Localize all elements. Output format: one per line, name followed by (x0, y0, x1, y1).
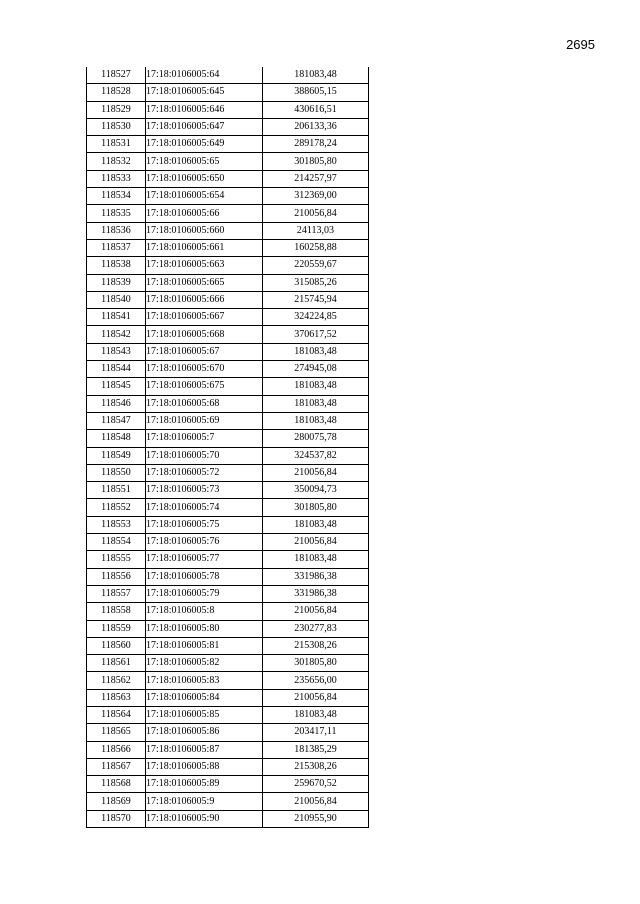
cadastral-value-cell: 259670,52 (263, 776, 369, 793)
table-row (87, 706, 369, 723)
cadastral-value-cell: 215745,94 (263, 291, 369, 308)
row-number-cell: 118565 (87, 724, 146, 741)
table-row (87, 361, 369, 378)
table-row (87, 136, 369, 153)
cadastral-number-cell: 17:18:0106005:75 (146, 516, 263, 533)
cadastral-value-cell: 181083,48 (263, 343, 369, 360)
cadastral-value-cell: 274945,08 (263, 361, 369, 378)
row-number-cell: 118542 (87, 326, 146, 343)
cadastral-number-cell: 17:18:0106005:84 (146, 689, 263, 706)
table-row (87, 84, 369, 101)
cadastral-number-cell: 17:18:0106005:9 (146, 793, 263, 810)
cadastral-number-cell: 17:18:0106005:69 (146, 412, 263, 429)
cadastral-value-cell: 210056,84 (263, 603, 369, 620)
table-row (87, 810, 369, 827)
cadastral-value-cell: 160258,88 (263, 239, 369, 256)
cadastral-value-cell: 181083,48 (263, 67, 369, 84)
table-row (87, 741, 369, 758)
cadastral-number-cell: 17:18:0106005:68 (146, 395, 263, 412)
cadastral-value-cell: 324224,85 (263, 309, 369, 326)
cadastral-value-cell: 181083,48 (263, 395, 369, 412)
row-number-cell: 118532 (87, 153, 146, 170)
row-number-cell: 118550 (87, 464, 146, 481)
cadastral-number-cell: 17:18:0106005:88 (146, 758, 263, 775)
row-number-cell: 118555 (87, 551, 146, 568)
cadastral-number-cell: 17:18:0106005:70 (146, 447, 263, 464)
table-row (87, 776, 369, 793)
cadastral-number-cell: 17:18:0106005:72 (146, 464, 263, 481)
row-number-cell: 118552 (87, 499, 146, 516)
cadastral-number-cell: 17:18:0106005:654 (146, 188, 263, 205)
table-row (87, 637, 369, 654)
row-number-cell: 118556 (87, 568, 146, 585)
cadastral-number-cell: 17:18:0106005:80 (146, 620, 263, 637)
cadastral-value-cell: 301805,80 (263, 655, 369, 672)
table-row (87, 464, 369, 481)
table-row (87, 188, 369, 205)
cadastral-number-cell: 17:18:0106005:7 (146, 430, 263, 447)
table-row (87, 534, 369, 551)
table-row (87, 153, 369, 170)
cadastral-value-cell: 324537,82 (263, 447, 369, 464)
table-row (87, 309, 369, 326)
row-number-cell: 118535 (87, 205, 146, 222)
row-number-cell: 118546 (87, 395, 146, 412)
row-number-cell: 118554 (87, 534, 146, 551)
row-number-cell: 118537 (87, 239, 146, 256)
table-row (87, 689, 369, 706)
cadastral-number-cell: 17:18:0106005:74 (146, 499, 263, 516)
cadastral-number-cell: 17:18:0106005:85 (146, 706, 263, 723)
cadastral-value-cell: 214257,97 (263, 170, 369, 187)
table-row (87, 482, 369, 499)
cadastral-value-cell: 280075,78 (263, 430, 369, 447)
row-number-cell: 118549 (87, 447, 146, 464)
cadastral-number-cell: 17:18:0106005:650 (146, 170, 263, 187)
cadastral-number-cell: 17:18:0106005:79 (146, 585, 263, 602)
cadastral-value-cell: 430616,51 (263, 101, 369, 118)
cadastral-value-table (86, 67, 369, 828)
cadastral-number-cell: 17:18:0106005:90 (146, 810, 263, 827)
cadastral-number-cell: 17:18:0106005:76 (146, 534, 263, 551)
cadastral-number-cell: 17:18:0106005:86 (146, 724, 263, 741)
cadastral-number-cell: 17:18:0106005:668 (146, 326, 263, 343)
table-row (87, 758, 369, 775)
cadastral-number-cell: 17:18:0106005:77 (146, 551, 263, 568)
row-number-cell: 118545 (87, 378, 146, 395)
cadastral-number-cell: 17:18:0106005:661 (146, 239, 263, 256)
table-row (87, 291, 369, 308)
table-row (87, 447, 369, 464)
row-number-cell: 118544 (87, 361, 146, 378)
row-number-cell: 118527 (87, 67, 146, 84)
cadastral-value-cell: 210056,84 (263, 534, 369, 551)
row-number-cell: 118529 (87, 101, 146, 118)
cadastral-value-cell: 220559,67 (263, 257, 369, 274)
cadastral-number-cell: 17:18:0106005:67 (146, 343, 263, 360)
cadastral-value-cell: 370617,52 (263, 326, 369, 343)
row-number-cell: 118567 (87, 758, 146, 775)
cadastral-number-cell: 17:18:0106005:675 (146, 378, 263, 395)
table-row (87, 343, 369, 360)
cadastral-value-cell: 235656,00 (263, 672, 369, 689)
row-number-cell: 118538 (87, 257, 146, 274)
row-number-cell: 118561 (87, 655, 146, 672)
cadastral-number-cell: 17:18:0106005:665 (146, 274, 263, 291)
table-row (87, 516, 369, 533)
cadastral-value-cell: 210056,84 (263, 793, 369, 810)
table-row (87, 378, 369, 395)
cadastral-number-cell: 17:18:0106005:83 (146, 672, 263, 689)
cadastral-value-cell: 210955,90 (263, 810, 369, 827)
row-number-cell: 118563 (87, 689, 146, 706)
cadastral-value-cell: 203417,11 (263, 724, 369, 741)
cadastral-value-cell: 215308,26 (263, 758, 369, 775)
table-row (87, 568, 369, 585)
cadastral-value-cell: 181083,48 (263, 412, 369, 429)
table-row (87, 551, 369, 568)
cadastral-value-cell: 181385,29 (263, 741, 369, 758)
cadastral-number-cell: 17:18:0106005:663 (146, 257, 263, 274)
row-number-cell: 118551 (87, 482, 146, 499)
row-number-cell: 118553 (87, 516, 146, 533)
row-number-cell: 118530 (87, 118, 146, 135)
table-row (87, 395, 369, 412)
row-number-cell: 118543 (87, 343, 146, 360)
row-number-cell: 118560 (87, 637, 146, 654)
cadastral-value-cell: 206133,36 (263, 118, 369, 135)
table-row (87, 430, 369, 447)
table-row (87, 326, 369, 343)
row-number-cell: 118562 (87, 672, 146, 689)
table-row (87, 67, 369, 84)
table-row (87, 274, 369, 291)
table-row (87, 672, 369, 689)
table-row (87, 724, 369, 741)
table-row (87, 585, 369, 602)
cadastral-number-cell: 17:18:0106005:670 (146, 361, 263, 378)
cadastral-value-cell: 388605,15 (263, 84, 369, 101)
cadastral-value-cell: 350094,73 (263, 482, 369, 499)
cadastral-number-cell: 17:18:0106005:78 (146, 568, 263, 585)
row-number-cell: 118559 (87, 620, 146, 637)
row-number-cell: 118539 (87, 274, 146, 291)
cadastral-value-cell: 210056,84 (263, 205, 369, 222)
table-row (87, 499, 369, 516)
table-body (87, 67, 369, 828)
row-number-cell: 118566 (87, 741, 146, 758)
cadastral-number-cell: 17:18:0106005:645 (146, 84, 263, 101)
table-row (87, 412, 369, 429)
row-number-cell: 118547 (87, 412, 146, 429)
row-number-cell: 118541 (87, 309, 146, 326)
cadastral-number-cell: 17:18:0106005:8 (146, 603, 263, 620)
row-number-cell: 118548 (87, 430, 146, 447)
cadastral-value-cell: 24113,03 (263, 222, 369, 239)
cadastral-number-cell: 17:18:0106005:667 (146, 309, 263, 326)
table-row (87, 257, 369, 274)
table-row (87, 793, 369, 810)
cadastral-number-cell: 17:18:0106005:82 (146, 655, 263, 672)
cadastral-number-cell: 17:18:0106005:66 (146, 205, 263, 222)
cadastral-number-cell: 17:18:0106005:87 (146, 741, 263, 758)
cadastral-value-cell: 181083,48 (263, 378, 369, 395)
cadastral-number-cell: 17:18:0106005:646 (146, 101, 263, 118)
row-number-cell: 118570 (87, 810, 146, 827)
cadastral-value-cell: 331986,38 (263, 568, 369, 585)
row-number-cell: 118568 (87, 776, 146, 793)
table-row (87, 603, 369, 620)
row-number-cell: 118528 (87, 84, 146, 101)
cadastral-value-cell: 181083,48 (263, 706, 369, 723)
cadastral-number-cell: 17:18:0106005:64 (146, 67, 263, 84)
row-number-cell: 118534 (87, 188, 146, 205)
table-row (87, 222, 369, 239)
cadastral-value-cell: 230277,83 (263, 620, 369, 637)
cadastral-value-cell: 210056,84 (263, 689, 369, 706)
cadastral-number-cell: 17:18:0106005:660 (146, 222, 263, 239)
cadastral-value-cell: 315085,26 (263, 274, 369, 291)
table-row (87, 118, 369, 135)
cadastral-number-cell: 17:18:0106005:73 (146, 482, 263, 499)
cadastral-number-cell: 17:18:0106005:647 (146, 118, 263, 135)
row-number-cell: 118536 (87, 222, 146, 239)
row-number-cell: 118533 (87, 170, 146, 187)
row-number-cell: 118564 (87, 706, 146, 723)
cadastral-value-cell: 181083,48 (263, 516, 369, 533)
cadastral-value-cell: 289178,24 (263, 136, 369, 153)
row-number-cell: 118557 (87, 585, 146, 602)
cadastral-value-cell: 181083,48 (263, 551, 369, 568)
cadastral-value-cell: 301805,80 (263, 499, 369, 516)
row-number-cell: 118531 (87, 136, 146, 153)
row-number-cell: 118558 (87, 603, 146, 620)
cadastral-number-cell: 17:18:0106005:649 (146, 136, 263, 153)
cadastral-number-cell: 17:18:0106005:81 (146, 637, 263, 654)
cadastral-number-cell: 17:18:0106005:666 (146, 291, 263, 308)
table-row (87, 205, 369, 222)
table-row (87, 620, 369, 637)
cadastral-number-cell: 17:18:0106005:65 (146, 153, 263, 170)
table-row (87, 239, 369, 256)
table-row (87, 655, 369, 672)
row-number-cell: 118569 (87, 793, 146, 810)
cadastral-value-cell: 331986,38 (263, 585, 369, 602)
page-number: 2695 (566, 37, 595, 52)
row-number-cell: 118540 (87, 291, 146, 308)
cadastral-value-cell: 312369,00 (263, 188, 369, 205)
cadastral-number-cell: 17:18:0106005:89 (146, 776, 263, 793)
table-row (87, 101, 369, 118)
table-row (87, 170, 369, 187)
cadastral-value-cell: 301805,80 (263, 153, 369, 170)
cadastral-value-cell: 215308,26 (263, 637, 369, 654)
cadastral-value-cell: 210056,84 (263, 464, 369, 481)
